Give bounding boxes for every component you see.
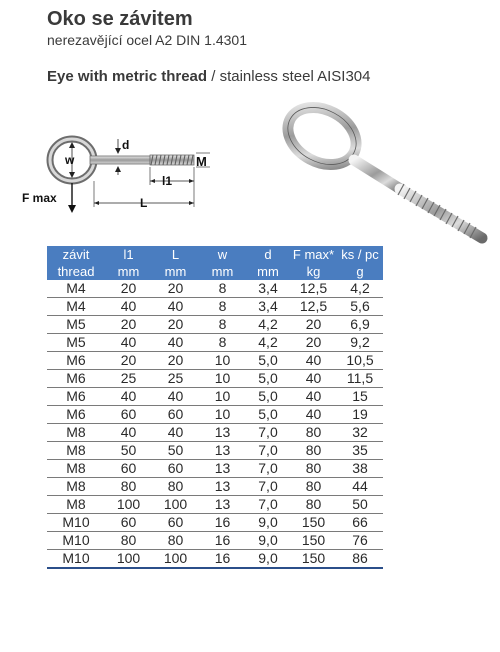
cell-l1: 60: [105, 406, 152, 424]
cell-d: 7,0: [246, 442, 290, 460]
cell-l1: 100: [105, 550, 152, 569]
cell-weight: 76: [337, 532, 383, 550]
header-thread-en: thread: [47, 263, 105, 280]
cell-w: 16: [199, 514, 246, 532]
cell-d: 9,0: [246, 532, 290, 550]
cell-w: 13: [199, 496, 246, 514]
header-unit-pcs: g: [337, 263, 383, 280]
cell-thread: M10: [47, 532, 105, 550]
cell-l1: 60: [105, 514, 152, 532]
cell-weight: 6,9: [337, 316, 383, 334]
table-row: [47, 496, 383, 514]
cell-L: 60: [152, 406, 199, 424]
cell-w: 16: [199, 532, 246, 550]
table-row: [47, 370, 383, 388]
header-unit-d: mm: [246, 263, 290, 280]
thread-section: [150, 155, 194, 165]
cell-thread: M4: [47, 298, 105, 316]
cell-L: 25: [152, 370, 199, 388]
header-unit-fmax: kg: [290, 263, 337, 280]
cell-weight: 9,2: [337, 334, 383, 352]
cell-weight: 66: [337, 514, 383, 532]
header-unit-w: mm: [199, 263, 246, 280]
cell-l1: 80: [105, 532, 152, 550]
cell-fmax: 12,5: [290, 298, 337, 316]
cell-fmax: 40: [290, 370, 337, 388]
cell-thread: M8: [47, 478, 105, 496]
cell-weight: 5,6: [337, 298, 383, 316]
header-fmax: F max*: [290, 246, 337, 263]
cell-L: 50: [152, 442, 199, 460]
cell-l1: 20: [105, 352, 152, 370]
cell-L: 100: [152, 550, 199, 569]
cell-thread: M8: [47, 424, 105, 442]
table-row: [47, 478, 383, 496]
cell-w: 8: [199, 298, 246, 316]
header-unit-l1: mm: [105, 263, 152, 280]
header-unit-L: mm: [152, 263, 199, 280]
cell-thread: M8: [47, 496, 105, 514]
cell-fmax: 150: [290, 550, 337, 569]
table-row: [47, 514, 383, 532]
cell-weight: 35: [337, 442, 383, 460]
cell-w: 8: [199, 316, 246, 334]
cell-l1: 20: [105, 280, 152, 298]
spec-table-body: [47, 280, 383, 568]
cell-thread: M10: [47, 550, 105, 569]
cell-L: 40: [152, 334, 199, 352]
product-photo: [262, 98, 490, 248]
dimension-diagram: [22, 123, 222, 218]
cell-L: 40: [152, 298, 199, 316]
cell-fmax: 40: [290, 406, 337, 424]
cell-L: 60: [152, 460, 199, 478]
cell-fmax: 80: [290, 442, 337, 460]
table-row: [47, 388, 383, 406]
cell-d: 4,2: [246, 334, 290, 352]
cell-d: 3,4: [246, 298, 290, 316]
cell-l1: 20: [105, 316, 152, 334]
cell-thread: M4: [47, 280, 105, 298]
header-d: d: [246, 246, 290, 263]
cell-L: 20: [152, 280, 199, 298]
table-row: [47, 280, 383, 298]
table-row: [47, 442, 383, 460]
cell-d: 7,0: [246, 460, 290, 478]
label-L: L: [140, 196, 148, 210]
cell-thread: M6: [47, 406, 105, 424]
cell-fmax: 150: [290, 532, 337, 550]
cell-w: 10: [199, 388, 246, 406]
label-w: w: [65, 153, 75, 167]
cell-weight: 38: [337, 460, 383, 478]
cell-weight: 50: [337, 496, 383, 514]
label-fmax: F max: [22, 191, 57, 205]
cell-fmax: 40: [290, 352, 337, 370]
cell-weight: 32: [337, 424, 383, 442]
cell-L: 100: [152, 496, 199, 514]
cell-w: 8: [199, 280, 246, 298]
cell-L: 80: [152, 478, 199, 496]
cell-fmax: 40: [290, 388, 337, 406]
header-thread-cz: závit: [47, 246, 105, 263]
cell-w: 10: [199, 352, 246, 370]
cell-L: 20: [152, 352, 199, 370]
material-subtitle-cz: nerezavějící ocel A2 DIN 1.4301: [47, 32, 248, 48]
cell-d: 9,0: [246, 514, 290, 532]
cell-thread: M10: [47, 514, 105, 532]
cell-fmax: 80: [290, 460, 337, 478]
table-header-row-1: [47, 246, 383, 263]
cell-weight: 44: [337, 478, 383, 496]
cell-w: 13: [199, 424, 246, 442]
header-w: w: [199, 246, 246, 263]
table-row: [47, 316, 383, 334]
cell-w: 13: [199, 442, 246, 460]
table-row: [47, 550, 383, 569]
cell-w: 10: [199, 370, 246, 388]
header-l1: l1: [105, 246, 152, 263]
cell-d: 7,0: [246, 478, 290, 496]
cell-thread: M5: [47, 334, 105, 352]
cell-d: 5,0: [246, 352, 290, 370]
cell-thread: M6: [47, 352, 105, 370]
label-M: M: [196, 154, 207, 169]
cell-d: 5,0: [246, 370, 290, 388]
cell-L: 40: [152, 388, 199, 406]
cell-fmax: 80: [290, 424, 337, 442]
cell-L: 20: [152, 316, 199, 334]
cell-weight: 10,5: [337, 352, 383, 370]
cell-thread: M6: [47, 370, 105, 388]
table-row: [47, 406, 383, 424]
table-header-row-2: [47, 263, 383, 280]
label-d: d: [122, 138, 130, 152]
table-row: [47, 352, 383, 370]
cell-fmax: 20: [290, 334, 337, 352]
cell-l1: 80: [105, 478, 152, 496]
table-row: [47, 532, 383, 550]
cell-l1: 60: [105, 460, 152, 478]
cell-d: 7,0: [246, 496, 290, 514]
cell-w: 8: [199, 334, 246, 352]
cell-weight: 15: [337, 388, 383, 406]
cell-L: 40: [152, 424, 199, 442]
cell-w: 13: [199, 478, 246, 496]
cell-L: 80: [152, 532, 199, 550]
title-en: [47, 68, 371, 85]
cell-l1: 40: [105, 298, 152, 316]
cell-l1: 25: [105, 370, 152, 388]
shank: [90, 156, 150, 164]
page-title: Oko se závitem: [47, 8, 193, 30]
cell-w: 16: [199, 550, 246, 569]
cell-fmax: 80: [290, 478, 337, 496]
cell-fmax: 20: [290, 316, 337, 334]
cell-d: 4,2: [246, 316, 290, 334]
cell-w: 10: [199, 406, 246, 424]
table-row: [47, 460, 383, 478]
photo-shank: [354, 160, 402, 190]
cell-l1: 40: [105, 388, 152, 406]
cell-d: 3,4: [246, 280, 290, 298]
cell-L: 60: [152, 514, 199, 532]
spec-table: [47, 246, 383, 569]
cell-d: 7,0: [246, 424, 290, 442]
cell-l1: 40: [105, 334, 152, 352]
cell-weight: 4,2: [337, 280, 383, 298]
table-row: [47, 298, 383, 316]
title-en-rest: / stainless steel AISI304: [207, 68, 371, 85]
cell-fmax: 80: [290, 496, 337, 514]
title-en-bold: Eye with metric thread: [47, 68, 208, 85]
cell-weight: 11,5: [337, 370, 383, 388]
cell-weight: 19: [337, 406, 383, 424]
header-L: L: [152, 246, 199, 263]
cell-l1: 50: [105, 442, 152, 460]
cell-thread: M8: [47, 442, 105, 460]
table-row: [47, 334, 383, 352]
cell-d: 9,0: [246, 550, 290, 569]
header-pcs: ks / pc: [337, 246, 383, 263]
label-l1: l1: [162, 174, 173, 188]
cell-thread: M6: [47, 388, 105, 406]
cell-fmax: 12,5: [290, 280, 337, 298]
cell-fmax: 150: [290, 514, 337, 532]
cell-l1: 100: [105, 496, 152, 514]
cell-thread: M8: [47, 460, 105, 478]
cell-weight: 86: [337, 550, 383, 569]
photo-thread: [400, 189, 482, 238]
cell-d: 5,0: [246, 388, 290, 406]
cell-w: 13: [199, 460, 246, 478]
cell-l1: 40: [105, 424, 152, 442]
table-row: [47, 424, 383, 442]
cell-thread: M5: [47, 316, 105, 334]
cell-d: 5,0: [246, 406, 290, 424]
